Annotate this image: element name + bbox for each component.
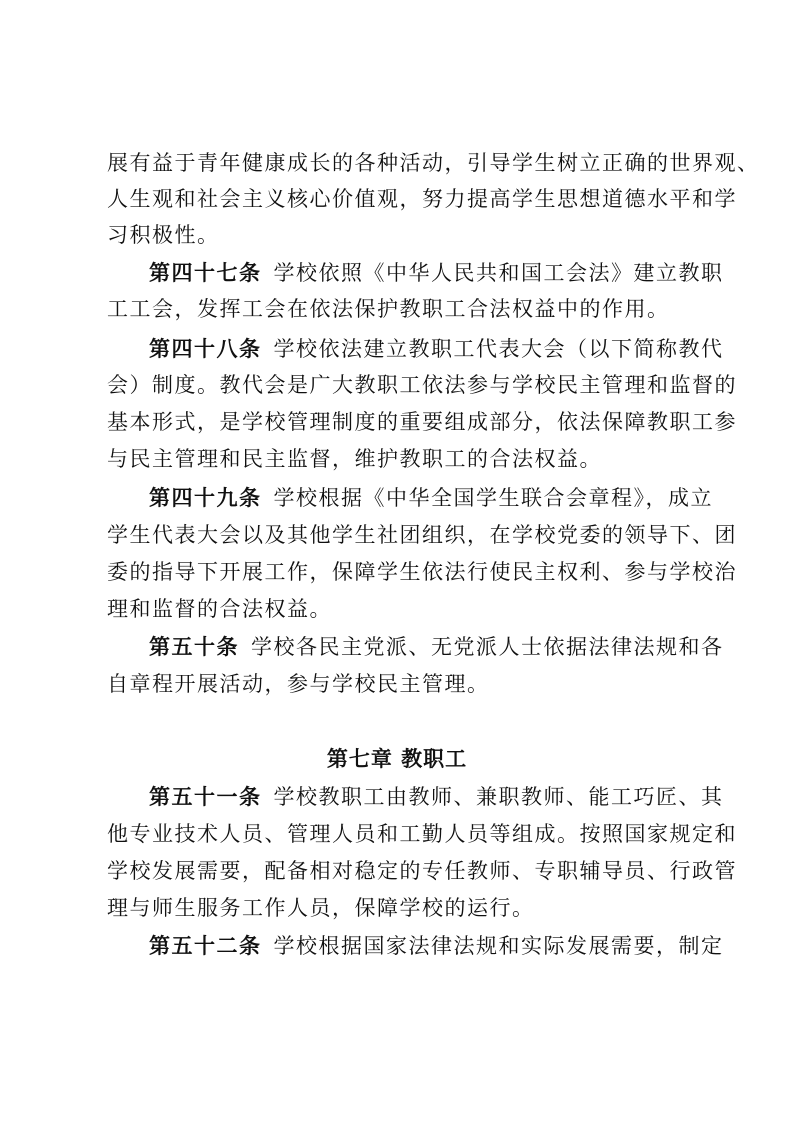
article-48-first-line [149, 335, 724, 363]
body-text-line: 自章程开展活动，参与学校民主管理。 [107, 672, 490, 696]
article-49-first-line [149, 484, 713, 512]
article-51-first-line [149, 783, 724, 811]
article-52-first-line [149, 932, 724, 960]
article-50-first-line [149, 633, 724, 661]
article-number: 第五十一条 [149, 785, 262, 809]
article-number: 第四十九条 [149, 486, 262, 510]
body-text-line: 基本形式，是学校管理制度的重要组成部分，依法保障教职工参 [107, 410, 737, 434]
article-47-first-line [149, 259, 724, 287]
body-text: 学校依照《中华人民共和国工会法》建立教职 [273, 261, 724, 285]
body-text-line: 理和监督的合法权益。 [107, 597, 332, 621]
body-text-line: 人生观和社会主义核心价值观，努力提高学生思想道德水平和学 [107, 187, 737, 211]
body-text-line: 委的指导下开展工作，保障学生依法行使民主权利、参与学校治 [107, 560, 737, 584]
body-text-line: 学校发展需要，配备相对稳定的专任教师、专职辅导员、行政管 [107, 859, 737, 883]
body-text-line: 展有益于青年健康成长的各种活动，引导学生树立正确的世界观、 [107, 151, 760, 175]
body-text-line: 习积极性。 [107, 223, 220, 247]
body-text-line: 他专业技术人员、管理人员和工勤人员等组成。按照国家规定和 [107, 822, 737, 846]
body-text: 学校根据国家法律法规和实际发展需要，制定 [273, 934, 724, 958]
body-text: 学校各民主党派、无党派人士依据法律法规和各 [251, 635, 724, 659]
body-text-line: 会）制度。教代会是广大教职工依法参与学校民主管理和监督的 [107, 373, 737, 397]
body-text: 学校根据《中华全国学生联合会章程》，成立 [273, 486, 713, 510]
body-text-line: 理与师生服务工作人员，保障学校的运行。 [107, 896, 535, 920]
article-number: 第四十七条 [149, 261, 262, 285]
body-text-line: 与民主管理和民主监督，维护教职工的合法权益。 [107, 447, 602, 471]
article-number: 第五十二条 [149, 934, 262, 958]
chapter-heading: 第七章 教职工 [326, 747, 468, 771]
article-number: 第五十条 [149, 635, 239, 659]
body-text-line: 工工会，发挥工会在依法保护教职工合法权益中的作用。 [107, 297, 670, 321]
body-text: 学校依法建立教职工代表大会（以下简称教代 [273, 337, 724, 361]
body-text: 学校教职工由教师、兼职教师、能工巧匠、其 [273, 785, 724, 809]
body-text-line: 学生代表大会以及其他学生社团组织，在学校党委的领导下、团 [107, 523, 737, 547]
article-number: 第四十八条 [149, 337, 262, 361]
